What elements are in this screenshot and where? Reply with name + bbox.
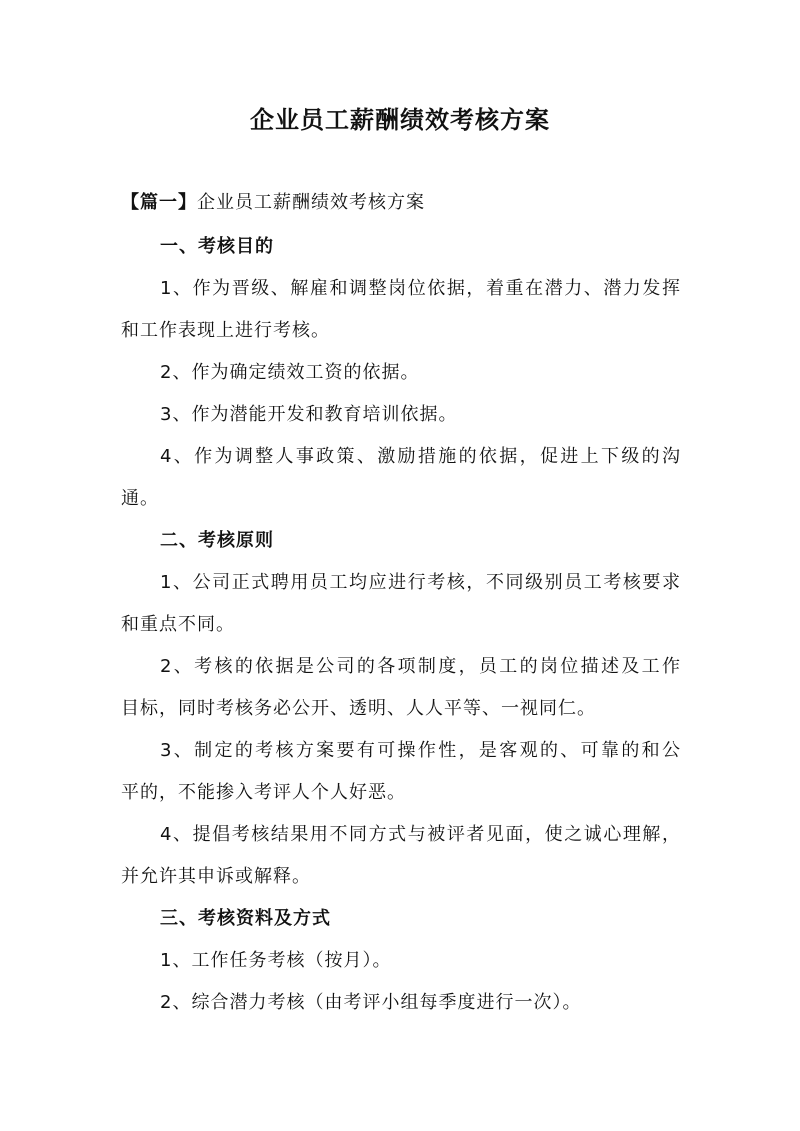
paragraph-2-4: 4、提倡考核结果用不同方式与被评者见面，使之诚心理解， bbox=[160, 824, 681, 845]
paragraph-3-1: 1、工作任务考核（按月）。 bbox=[160, 950, 392, 971]
section-heading-text: 企业员工薪酬绩效考核方案 bbox=[197, 192, 425, 213]
part-heading-2: 二、考核原则 bbox=[160, 530, 274, 551]
paragraph-1-3: 3、作为潜能开发和教育培训依据。 bbox=[160, 404, 458, 425]
paragraph-1-1: 1、作为晋级、解雇和调整岗位依据，着重在潜力、潜力发挥 bbox=[160, 278, 681, 299]
paragraph-2-2: 2、考核的依据是公司的各项制度，员工的岗位描述及工作 bbox=[160, 656, 681, 677]
paragraph-2-4-cont: 并允许其申诉或解释。 bbox=[121, 866, 311, 887]
section-bracket-label: 【篇一】 bbox=[121, 192, 197, 213]
paragraph-3-2: 2、综合潜力考核（由考评小组每季度进行一次）。 bbox=[160, 992, 582, 1013]
part-heading-1: 一、考核目的 bbox=[160, 236, 274, 257]
paragraph-2-3: 3、制定的考核方案要有可操作性，是客观的、可靠的和公 bbox=[160, 740, 681, 761]
paragraph-2-2-cont: 目标，同时考核务必公开、透明、人人平等、一视同仁。 bbox=[121, 698, 596, 719]
document-title: 企业员工薪酬绩效考核方案 bbox=[250, 106, 550, 134]
paragraph-2-1-cont: 和重点不同。 bbox=[121, 614, 235, 635]
section-heading bbox=[121, 190, 425, 216]
paragraph-2-1: 1、公司正式聘用员工均应进行考核，不同级别员工考核要求 bbox=[160, 572, 681, 593]
paragraph-1-2: 2、作为确定绩效工资的依据。 bbox=[160, 362, 420, 383]
paragraph-1-4: 4、作为调整人事政策、激励措施的依据，促进上下级的沟 bbox=[160, 446, 681, 467]
paragraph-2-3-cont: 平的，不能掺入考评人个人好恶。 bbox=[121, 782, 406, 803]
paragraph-1-1-cont: 和工作表现上进行考核。 bbox=[121, 320, 330, 341]
part-heading-3: 三、考核资料及方式 bbox=[160, 908, 331, 929]
paragraph-1-4-cont: 通。 bbox=[121, 488, 159, 509]
